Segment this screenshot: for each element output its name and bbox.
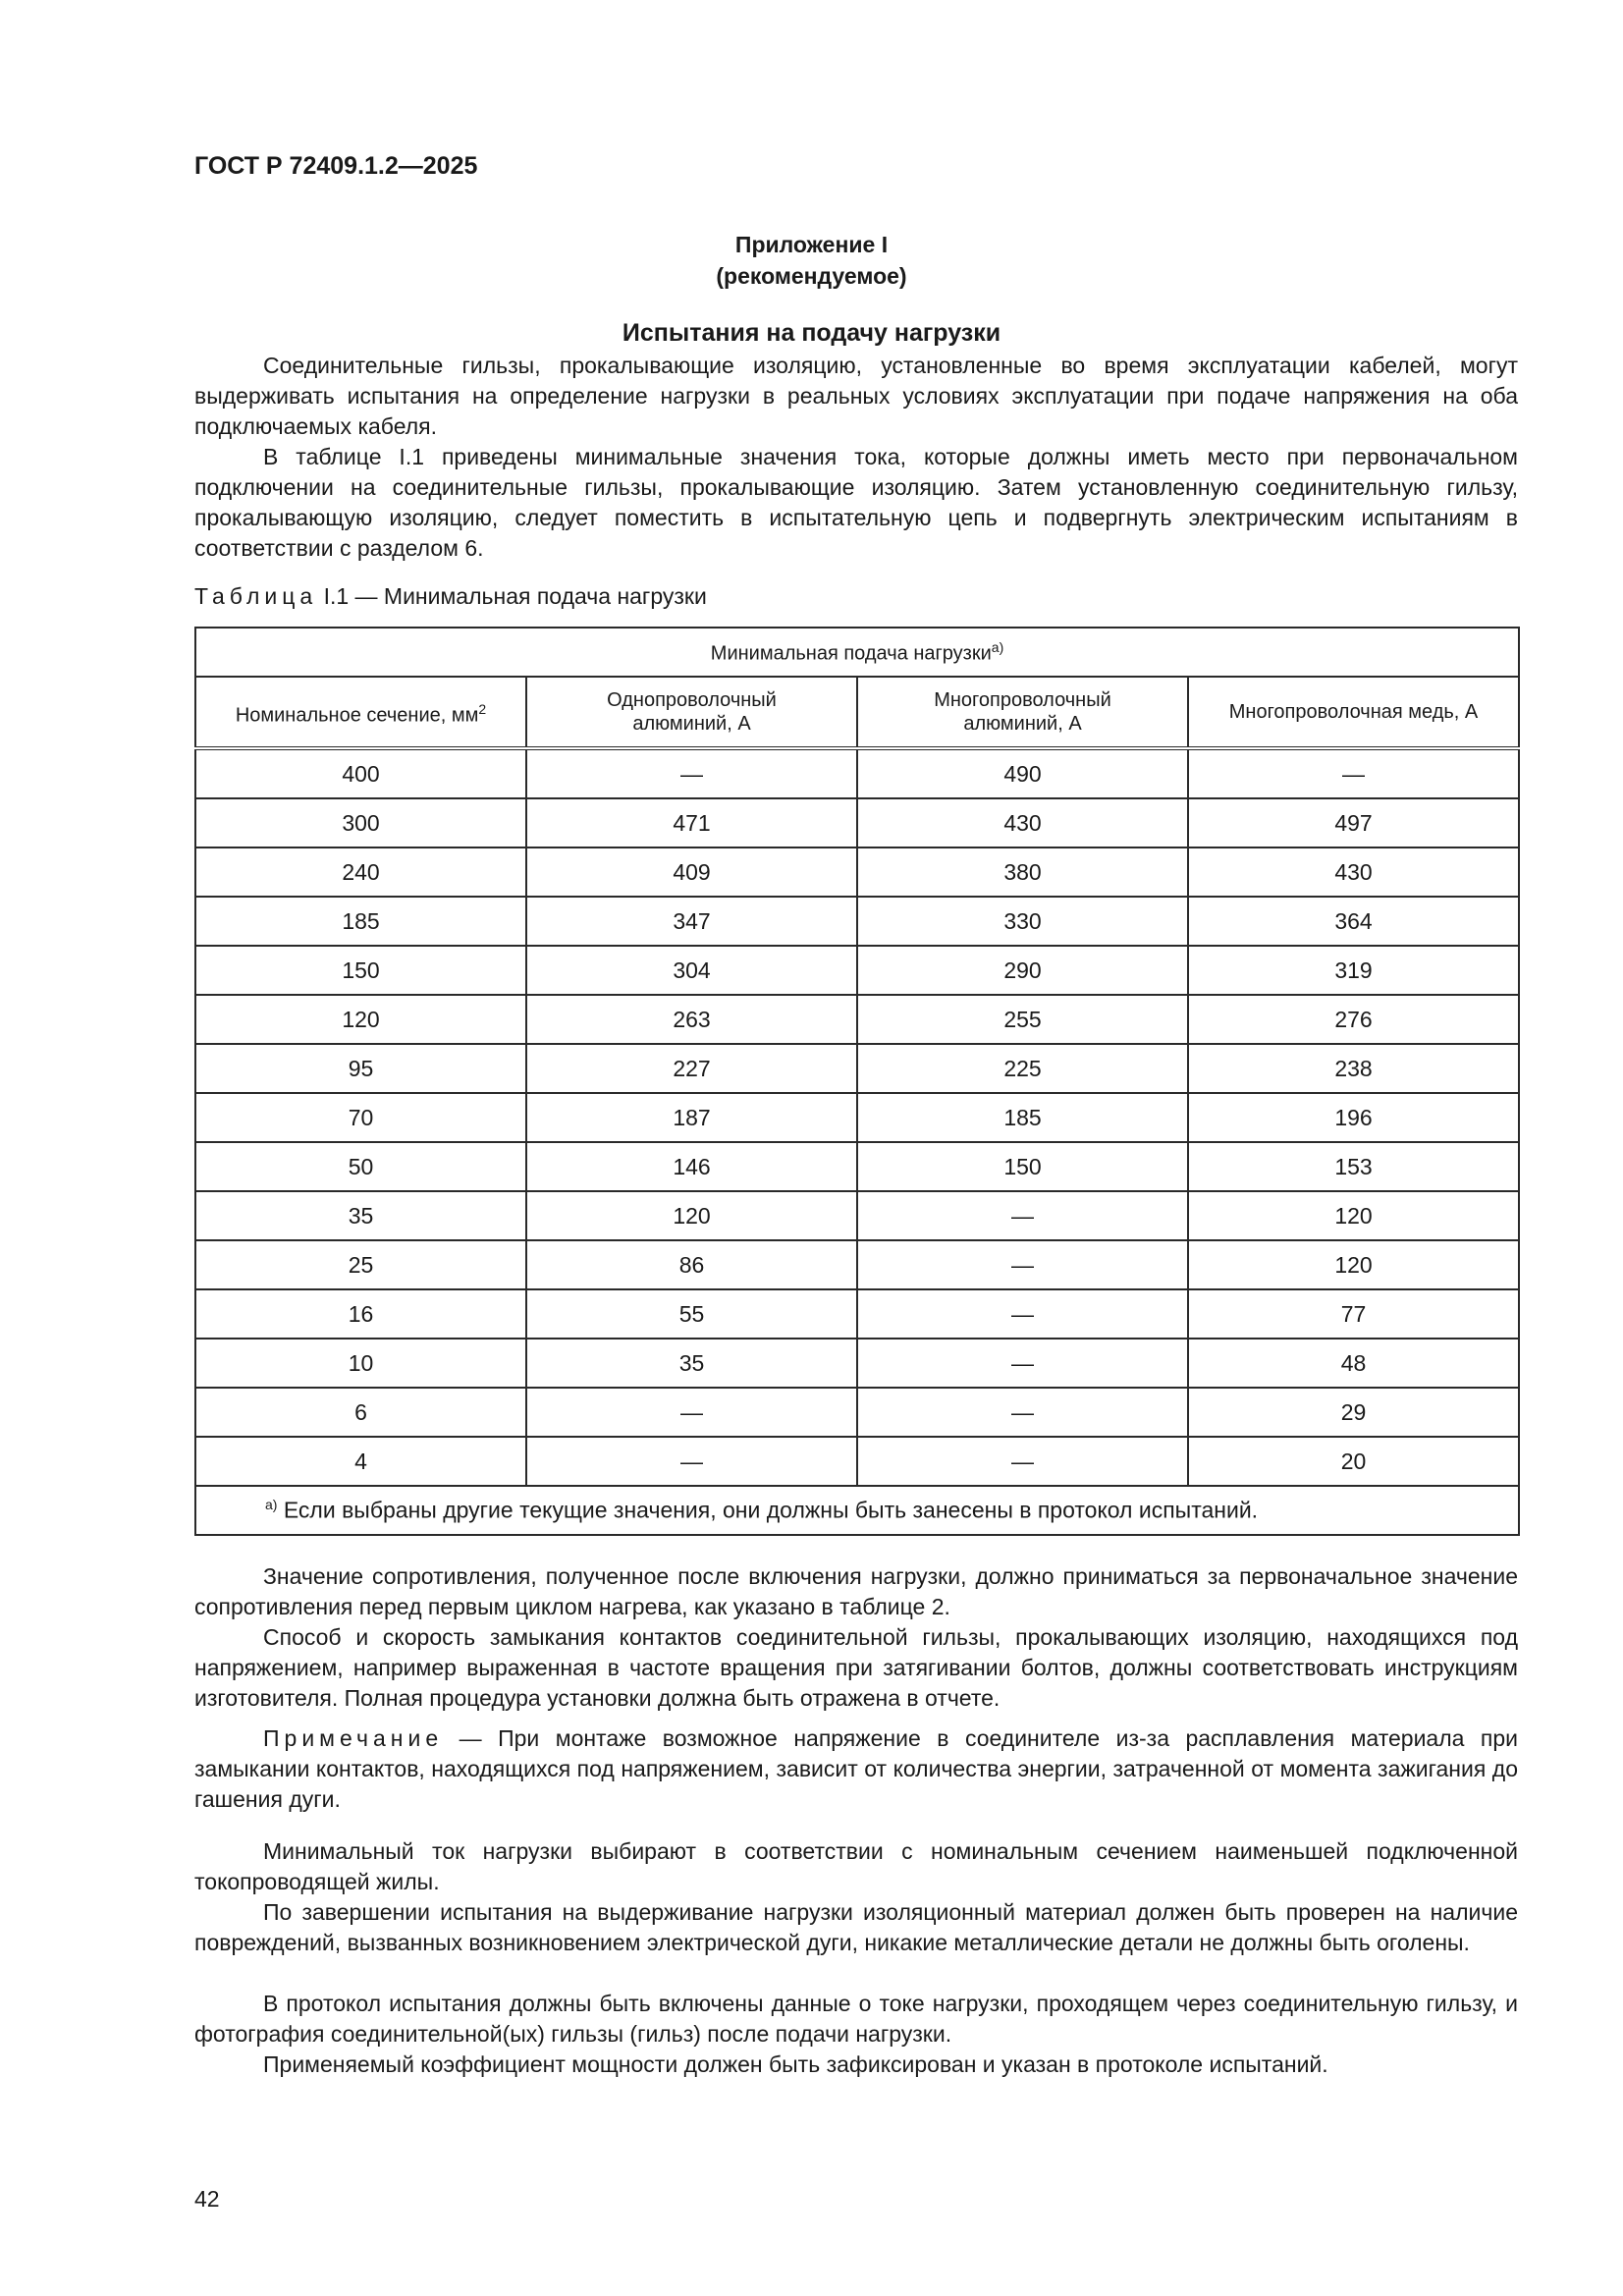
cell-multi-al: — <box>857 1240 1188 1289</box>
group-header-footnote-mark: а) <box>991 638 1004 655</box>
table-row <box>195 946 1519 995</box>
appendix-title: Приложение I <box>734 232 889 257</box>
cell-single-al: 146 <box>526 1142 857 1191</box>
cell-multi-al: 150 <box>857 1142 1188 1191</box>
cell-multi-cu: 276 <box>1188 995 1519 1044</box>
cell-single-al: 120 <box>526 1191 857 1240</box>
cell-multi-al: 430 <box>857 798 1188 847</box>
cell-single-al: — <box>526 1437 857 1486</box>
table-body <box>195 748 1519 1486</box>
cell-single-al: — <box>526 748 857 798</box>
body-paragraph: Применяемый коэффициент мощности должен быть зафиксирован и указан в протоколе испытаний. <box>263 2051 1328 2077</box>
cell-nominal: 300 <box>195 798 526 847</box>
cell-multi-cu: 364 <box>1188 897 1519 946</box>
cell-nominal: 120 <box>195 995 526 1044</box>
table-row <box>195 748 1519 798</box>
body-paragraph: По завершении испытания на выдерживание нагрузки изоляционный материал должен быть проверен на наличие повреждений, вызванных возникновением электрической дуги, никакие металлические детали не должны быть оголены. <box>194 1899 1518 1955</box>
table-row <box>195 1339 1519 1388</box>
cell-multi-cu: 319 <box>1188 946 1519 995</box>
cell-single-al: 187 <box>526 1093 857 1142</box>
table-row <box>195 1142 1519 1191</box>
cell-multi-cu: 20 <box>1188 1437 1519 1486</box>
table-row <box>195 1437 1519 1486</box>
cell-nominal: 95 <box>195 1044 526 1093</box>
cell-multi-cu: 29 <box>1188 1388 1519 1437</box>
body-paragraph: Способ и скорость замыкания контактов соединительной гильзы, прокалывающих изоляцию, находящихся под напряжением, например выраженная в частоте вращения при затягивании болтов, должны соответствовать инструкциям изготовителя. Полная процедура установки должна быть отражена в отчете. <box>194 1624 1518 1711</box>
column-header-nominal <box>195 677 526 748</box>
cell-multi-cu: 77 <box>1188 1289 1519 1339</box>
table-row <box>195 897 1519 946</box>
cell-nominal: 6 <box>195 1388 526 1437</box>
body-paragraph: В протокол испытания должны быть включены данные о токе нагрузки, проходящем через соединительную гильзу, и фотография соединительной(ых) гильзы (гильз) после подачи нагрузки. <box>194 1991 1518 2047</box>
cell-multi-cu: 120 <box>1188 1191 1519 1240</box>
section-heading: Испытания на подачу нагрузки <box>622 319 1001 347</box>
cell-multi-al: 290 <box>857 946 1188 995</box>
cell-multi-al: 490 <box>857 748 1188 798</box>
cell-multi-cu: 48 <box>1188 1339 1519 1388</box>
cell-single-al: 35 <box>526 1339 857 1388</box>
cell-nominal: 10 <box>195 1339 526 1388</box>
cell-multi-al: 380 <box>857 847 1188 897</box>
cell-nominal: 4 <box>195 1437 526 1486</box>
cell-nominal: 35 <box>195 1191 526 1240</box>
body-paragraph: Значение сопротивления, полученное после включения нагрузки, должно приниматься за первоначальное значение сопротивления перед первым циклом нагрева, как указано в таблице 2. <box>194 1563 1518 1619</box>
cell-nominal: 185 <box>195 897 526 946</box>
cell-single-al: 304 <box>526 946 857 995</box>
cell-nominal: 150 <box>195 946 526 995</box>
table-footnote-mark: а) <box>265 1497 278 1513</box>
note-label: Примечание <box>263 1725 444 1751</box>
note-text: — При монтаже возможное напряжение в соединителе из-за расплавления материала при замыкании контактов, находящихся под напряжением, зависит от количества энергии, затраченной от момента зажигания до гашения дуги. <box>194 1725 1518 1812</box>
appendix-subtitle: (рекомендуемое) <box>716 263 907 289</box>
cell-nominal: 50 <box>195 1142 526 1191</box>
table-row <box>195 1093 1519 1142</box>
cell-nominal: 25 <box>195 1240 526 1289</box>
cell-nominal: 240 <box>195 847 526 897</box>
column-header-nominal-sup: 2 <box>478 700 487 717</box>
cell-single-al: 55 <box>526 1289 857 1339</box>
cell-single-al: 86 <box>526 1240 857 1289</box>
cell-single-al: 227 <box>526 1044 857 1093</box>
document-id: ГОСТ Р 72409.1.2—2025 <box>194 152 478 180</box>
intro-paragraph: Соединительные гильзы, прокалывающие изоляцию, установленные во время эксплуатации кабелей, могут выдерживать испытания на определение нагрузки в реальных условиях эксплуатации при подаче напряжения на оба подключаемых кабеля. <box>194 353 1518 439</box>
cell-multi-al: 330 <box>857 897 1188 946</box>
cell-multi-al: — <box>857 1388 1188 1437</box>
appendix-title-block <box>0 229 1623 292</box>
cell-multi-cu: — <box>1188 748 1519 798</box>
cell-multi-cu: 196 <box>1188 1093 1519 1142</box>
table-footnote <box>195 1486 1519 1535</box>
table-row <box>195 847 1519 897</box>
table-row <box>195 1044 1519 1093</box>
table-row <box>195 1191 1519 1240</box>
cell-single-al: — <box>526 1388 857 1437</box>
cell-multi-al: — <box>857 1191 1188 1240</box>
table-row <box>195 1289 1519 1339</box>
table-row <box>195 995 1519 1044</box>
cell-multi-al: 185 <box>857 1093 1188 1142</box>
table-row <box>195 1388 1519 1437</box>
column-header-multi-cu: Многопроволочная медь, А <box>1188 677 1519 748</box>
cell-multi-cu: 120 <box>1188 1240 1519 1289</box>
cell-single-al: 347 <box>526 897 857 946</box>
group-header-text: Минимальная подача нагрузки <box>710 642 992 665</box>
cell-multi-cu: 153 <box>1188 1142 1519 1191</box>
cell-nominal: 400 <box>195 748 526 798</box>
table-row <box>195 1240 1519 1289</box>
cell-multi-al: 255 <box>857 995 1188 1044</box>
note-paragraph <box>194 1723 1518 1815</box>
column-header-single-al: Однопроволочный алюминий, А <box>526 677 857 748</box>
table-caption <box>194 583 707 610</box>
table-caption-label: Таблица <box>194 583 318 609</box>
page-number: 42 <box>194 2186 220 2212</box>
body-paragraph: Минимальный ток нагрузки выбирают в соответствии с номинальным сечением наименьшей подключенной токопроводящей жилы. <box>194 1838 1518 1894</box>
cell-multi-cu: 238 <box>1188 1044 1519 1093</box>
cell-multi-al: — <box>857 1289 1188 1339</box>
table-caption-text: I.1 — Минимальная подача нагрузки <box>317 583 707 609</box>
column-header-nominal-text: Номинальное сечение, мм <box>235 704 479 727</box>
cell-nominal: 70 <box>195 1093 526 1142</box>
cell-multi-al: 225 <box>857 1044 1188 1093</box>
cell-single-al: 409 <box>526 847 857 897</box>
table-row <box>195 798 1519 847</box>
column-header-multi-al: Многопроволочный алюминий, А <box>857 677 1188 748</box>
cell-multi-cu: 430 <box>1188 847 1519 897</box>
cell-multi-cu: 497 <box>1188 798 1519 847</box>
cell-multi-al: — <box>857 1437 1188 1486</box>
table-group-header <box>195 628 1519 677</box>
table-footnote-text: Если выбраны другие текущие значения, они должны быть занесены в протокол испытаний. <box>277 1497 1259 1523</box>
cell-single-al: 263 <box>526 995 857 1044</box>
intro-paragraph: В таблице I.1 приведены минимальные значения тока, которые должны иметь место при первоначальном подключении на соединительные гильзы, прокалывающие изоляцию. Затем установленную соединительную гильзу, прокалывающую изоляцию, следует поместить в испытательную цепь и подвергнуть электрическим испытаниям в соответствии с разделом 6. <box>194 444 1518 561</box>
cell-multi-al: — <box>857 1339 1188 1388</box>
cell-single-al: 471 <box>526 798 857 847</box>
cell-nominal: 16 <box>195 1289 526 1339</box>
load-table <box>194 627 1520 1536</box>
